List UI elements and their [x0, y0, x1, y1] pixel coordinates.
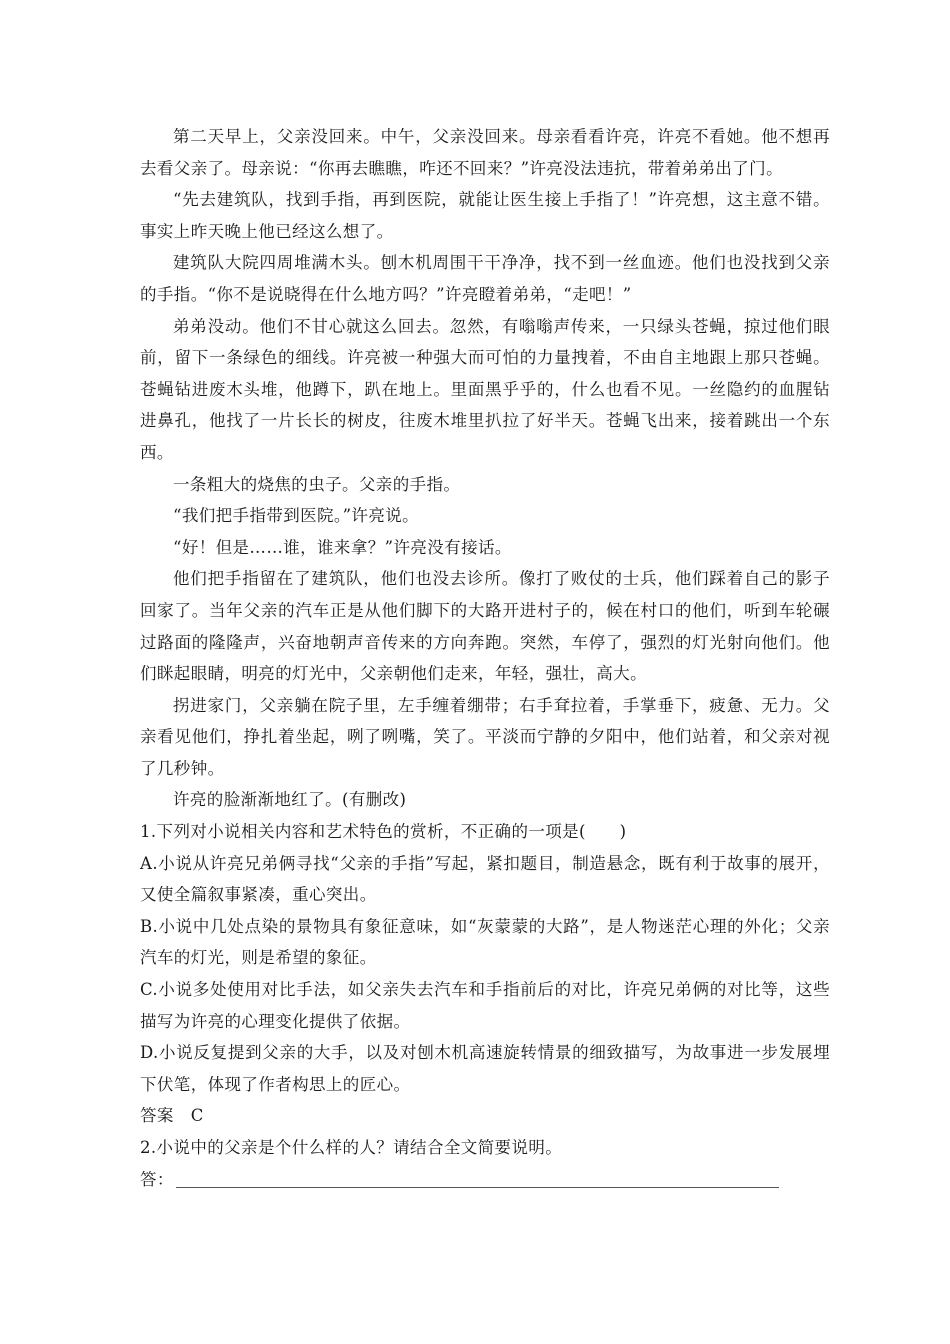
- answer-blank-line[interactable]: [176, 1187, 779, 1188]
- story-paragraph: “我们把手指带到医院。”许亮说。: [173, 506, 420, 526]
- story-paragraph: 建筑队大院四周堆满木头。刨木机周围干干净净，找不到一丝血迹。他们也没找到父亲的手指。“你不是说晓得在什么地方吗？”许亮瞪着弟弟，“走吧！”: [140, 253, 830, 304]
- story-paragraph: “先去建筑队，找到手指，再到医院，就能让医生接上手指了！”许亮想，这主意不错。事实上昨天晚上他已经这么想了。: [140, 190, 830, 241]
- story-paragraph: 他们把手指留在了建筑队，他们也没去诊所。像打了败仗的士兵，他们踩着自己的影子回家了。当年父亲的汽车正是从他们脚下的大路开进村子的，候在村口的他们，听到车轮碾过路面的隆隆声，兴奋地朝声音传来的方向奔跑。突然，车停了，强烈的灯光射向他们。他们眯起眼睛，明亮的灯光中，父亲朝他们走来，年轻，强壮，高大。: [140, 569, 830, 684]
- story-paragraph: 一条粗大的烧焦的虫子。父亲的手指。: [173, 474, 461, 494]
- story-paragraph: 弟弟没动。他们不甘心就这么回去。忽然，有嗡嗡声传来，一只绿头苍蝇，掠过他们眼前，留下一条绿色的细线。许亮被一种强大而可怕的力量拽着，不由自主地跟上那只苍蝇。苍蝇钻进废木头堆，他蹲下，趴在地上。里面黑乎乎的，什么也看不见。一丝隐约的血腥钻进鼻孔，他找了一片长长的树皮，往废木堆里扒拉了好半天。苍蝇飞出来，接着跳出一个东西。: [140, 316, 830, 462]
- story-paragraph: 许亮的脸渐渐地红了。(有删改): [173, 790, 407, 810]
- answer-label: 答：: [140, 1169, 174, 1189]
- document-body: [140, 121, 830, 1195]
- question-1-stem: 1.下列对小说相关内容和艺术特色的赏析，不正确的一项是( ): [140, 822, 627, 842]
- question-1-option-b: B.小说中几处点染的景物具有象征意味，如“灰蒙蒙的大路”，是人物迷茫心理的外化；父亲汽车的灯光，则是希望的象征。: [140, 916, 830, 968]
- story-paragraph: 第二天早上，父亲没回来。中午，父亲没回来。母亲看看许亮，许亮不看她。他不想再去看父亲了。母亲说：“你再去瞧瞧，咋还不回来？”许亮没法违抗，带着弟弟出了门。: [140, 127, 830, 178]
- question-1-answer: 答案 C: [140, 1106, 204, 1126]
- story-paragraph: 拐进家门，父亲躺在院子里，左手缠着绷带；右手耷拉着，手掌垂下，疲惫、无力。父亲看见他们，挣扎着坐起，咧了咧嘴，笑了。平淡而宁静的夕阳中，他们站着，和父亲对视了几秒钟。: [140, 695, 830, 778]
- question-1-option-a: A.小说从许亮兄弟俩寻找“父亲的手指”写起，紧扣题目，制造悬念，既有利于故事的展开，又使全篇叙事紧凑，重心突出。: [140, 853, 830, 905]
- question-2-answer-row: [140, 1164, 830, 1196]
- question-2-stem: 2.小说中的父亲是个什么样的人？请结合全文简要说明。: [140, 1138, 563, 1157]
- story-paragraph: “好！但是……谁，谁来拿？”许亮没有接话。: [173, 537, 512, 557]
- question-1-option-d: D.小说反复提到父亲的大手，以及对刨木机高速旋转情景的细致描写，为故事进一步发展埋下伏笔，体现了作者构思上的匠心。: [140, 1043, 830, 1094]
- question-1-option-c: C.小说多处使用对比手法，如父亲失去汽车和手指前后的对比，许亮兄弟俩的对比等，这些描写为许亮的心理变化提供了依据。: [140, 980, 830, 1031]
